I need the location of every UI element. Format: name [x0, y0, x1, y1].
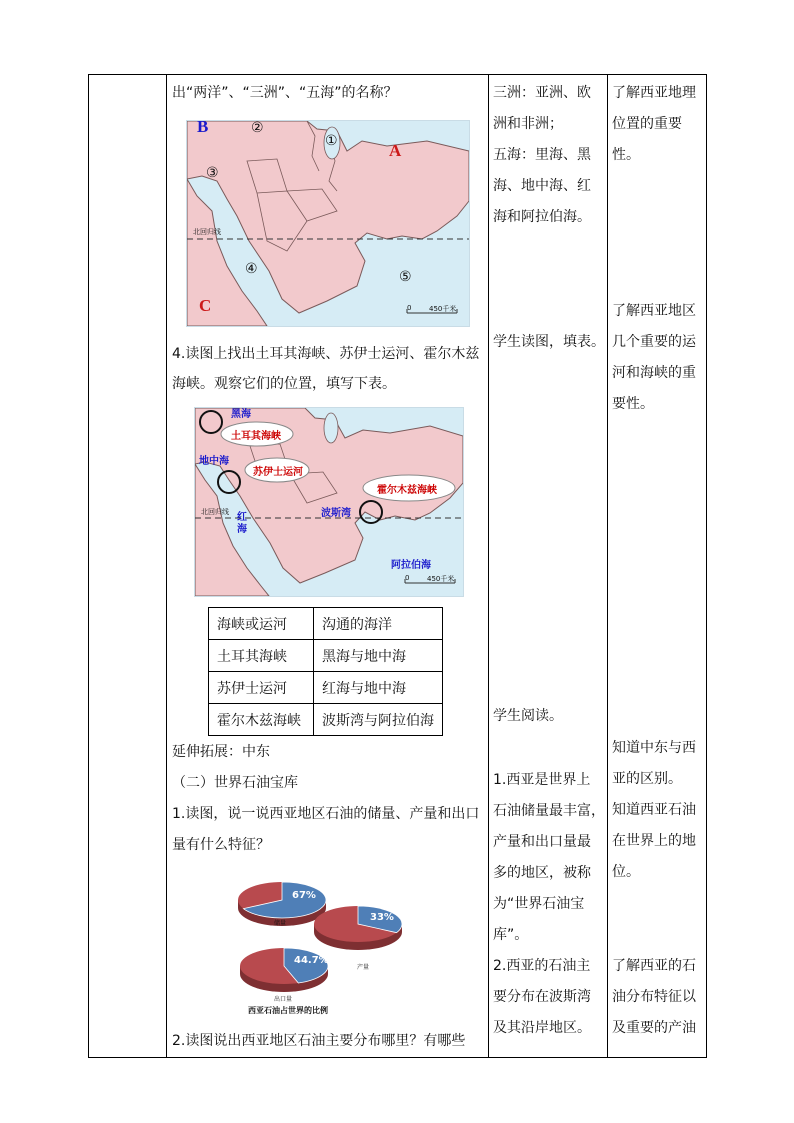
- table-divider-3: [607, 74, 608, 1057]
- q4-line-1: 4.读图上找出土耳其海峡、苏伊士运河、霍尔木兹: [172, 346, 480, 362]
- answer-line: 产量和出口量最: [493, 834, 591, 850]
- table-divider-1: [166, 74, 167, 1057]
- answer-line: 为“世界石油宝: [493, 896, 585, 912]
- table-row: [209, 672, 443, 704]
- table-border-left: [88, 74, 89, 1057]
- table-cell: 苏伊士运河: [209, 672, 314, 704]
- goal-line: 了解西亚地区: [612, 303, 696, 319]
- pie-value-exports: 44.7%: [294, 955, 329, 966]
- table-header-row: [209, 608, 443, 640]
- map1-tropic-label: 北回归线: [193, 228, 221, 236]
- goal-oil-distribution: [612, 951, 704, 1044]
- goal-line: 要性。: [612, 396, 654, 412]
- map1-number-3: ③: [206, 165, 219, 181]
- map2-black-sea: 黑海: [231, 409, 251, 420]
- q4-line-2: 海峡。观察它们的位置，填写下表。: [172, 376, 396, 392]
- answer-line: 五海：里海、黑: [493, 147, 591, 163]
- answer-line: 三洲：亚洲、欧: [493, 85, 591, 101]
- student-activity-table: 学生读图，填表。: [493, 334, 605, 350]
- answer-line: 海、地中海、红: [493, 178, 591, 194]
- table-cell: 红海与地中海: [314, 672, 443, 704]
- student-activity-read: 学生阅读。: [493, 708, 563, 724]
- map2-scale-zero: 0: [405, 574, 410, 582]
- map2-mediterranean: 地中海: [199, 456, 229, 467]
- pie-label-production: 产量: [357, 964, 370, 971]
- goal-line: 亚的区别。: [612, 771, 682, 787]
- map1-letter-a: A: [389, 141, 402, 160]
- goal-line: 位。: [612, 864, 640, 880]
- strait-table: [208, 607, 443, 736]
- chart-caption: 西亚石油占世界的比例: [248, 1006, 328, 1015]
- goal-line: 了解西亚地理: [612, 85, 696, 101]
- map1-number-4: ④: [245, 261, 258, 277]
- map2-red-sea: 红海: [237, 512, 247, 535]
- west-asia-map-2: [194, 407, 464, 597]
- answer-oil-distribution: [493, 951, 605, 1044]
- goal-line: 知道中东与西: [612, 740, 696, 756]
- map1-number-2: ②: [251, 120, 264, 136]
- goal-line: 知道西亚石油: [612, 802, 696, 818]
- map1-number-1: ①: [325, 133, 338, 149]
- goal-straits: [612, 296, 704, 420]
- table-header-cell: 海峡或运河: [209, 608, 314, 640]
- extension-line: 延伸拓展：中东: [172, 744, 270, 760]
- goal-line: 位置的重要性。: [612, 116, 682, 163]
- answer-line: 洲和非洲；: [493, 116, 563, 132]
- map2-arabian-sea: 阿拉伯海: [391, 560, 431, 571]
- map2-persian-gulf: 波斯湾: [321, 508, 351, 519]
- table-cell: 土耳其海峡: [209, 640, 314, 672]
- q2-line: 2.读图说出西亚地区石油主要分布哪里？有哪些: [172, 1033, 466, 1049]
- table-row: [209, 640, 443, 672]
- table-header-cell: 沟通的海洋: [314, 608, 443, 640]
- map2-tropic-label: 北回归线: [201, 508, 229, 516]
- intro-line: 出“两洋”、“三洲”、“五海”的名称？: [172, 85, 398, 101]
- section-heading: （二）世界石油宝库: [172, 775, 298, 791]
- table-cell: 黑海与地中海: [314, 640, 443, 672]
- answer-line: 1.西亚是世界上: [493, 772, 591, 788]
- pie-label-reserves: 储量: [274, 920, 287, 927]
- answer-line: 多的地区，被称: [493, 865, 591, 881]
- table-cell: 波斯湾与阿拉伯海: [314, 704, 443, 736]
- q1-line-2: 量有什么特征？: [172, 837, 270, 853]
- map1-letter-b: B: [197, 120, 209, 136]
- goal-line: 油分布特征以: [612, 989, 696, 1005]
- table-border-top: [88, 74, 707, 75]
- map2-suez: 苏伊士运河: [253, 467, 303, 478]
- q1-line-1: 1.读图，说一说西亚地区石油的储量、产量和出口: [172, 806, 480, 822]
- goal-location: [612, 78, 704, 171]
- answer-line: 库”。: [493, 927, 529, 943]
- oil-share-pies: [230, 866, 408, 1018]
- goal-line: 了解西亚的石: [612, 958, 696, 974]
- pie-label-exports: 出口量: [274, 996, 293, 1003]
- oil-share-chart: [230, 866, 408, 1018]
- goal-line: 及重要的产油: [612, 1020, 696, 1036]
- goal-line: 河和海峡的重: [612, 365, 696, 381]
- map2-turkish-strait: 土耳其海峡: [231, 431, 281, 442]
- map2-scale-label: 450千米: [427, 575, 455, 583]
- table-cell: 霍尔木兹海峡: [209, 704, 314, 736]
- map2-hormuz: 霍尔木兹海峡: [377, 485, 437, 496]
- table-row: [209, 704, 443, 736]
- answer-line: 石油储量最丰富，: [493, 803, 605, 819]
- goal-line: 几个重要的运: [612, 334, 696, 350]
- map1-letter-c: C: [199, 296, 212, 315]
- answer-line: 海和阿拉伯海。: [493, 209, 591, 225]
- west-asia-map-1: [186, 120, 470, 327]
- answer-continents-seas: [493, 78, 605, 233]
- goal-line: 在世界上的地: [612, 833, 696, 849]
- answer-line: 要分布在波斯湾: [493, 989, 591, 1005]
- answer-oil-reserves: [493, 765, 605, 951]
- answer-line: 及其沿岸地区。: [493, 1020, 591, 1036]
- pie-value-production: 33%: [370, 912, 394, 923]
- map1-scale-label: 450千米: [429, 305, 457, 313]
- map1-scale-zero: 0: [407, 304, 412, 312]
- table-border-right: [706, 74, 707, 1057]
- answer-line: 2.西亚的石油主: [493, 958, 591, 974]
- table-divider-2: [488, 74, 489, 1057]
- goal-middle-east: [612, 733, 704, 888]
- pie-value-reserves: 67%: [292, 890, 316, 901]
- table-border-bottom: [88, 1057, 707, 1058]
- map1-number-5: ⑤: [399, 269, 412, 285]
